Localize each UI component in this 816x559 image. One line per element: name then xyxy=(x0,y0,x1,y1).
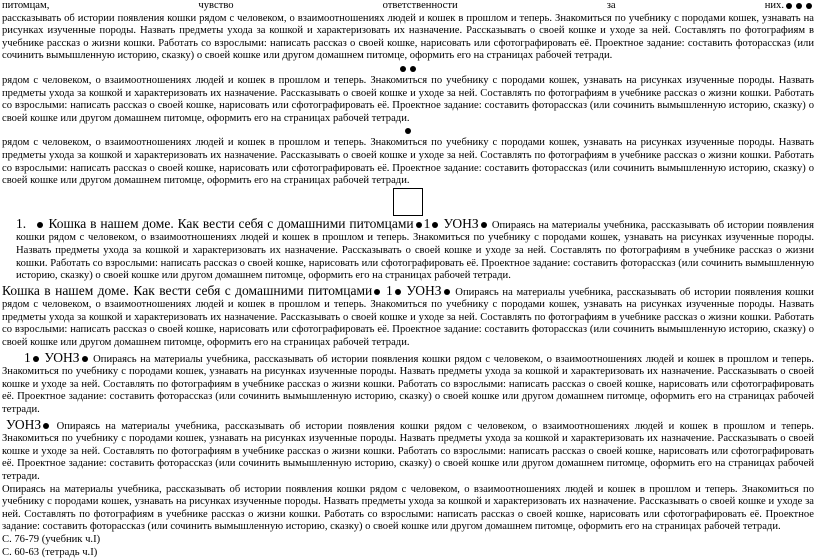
document-page xyxy=(2,0,814,559)
bullet-divider xyxy=(2,125,814,137)
workbook-reference: С. 60-63 (тетрадь ч.I) xyxy=(2,546,98,558)
list-item xyxy=(2,283,814,350)
item-uonz: УОНЗ xyxy=(6,416,42,432)
bullet-icon xyxy=(432,222,438,228)
paragraph: рассказывать об истории появления кошки рядом с человеком, о взаимоотношениях людей и кошек в прошлом и теперь. Знакомиться по учебнику с породами кошек, узнавать на рисунках изученные породы. Назвать предметы ухода за кошкой и характеризовать их назначение. Рассказывать о своей кошке и уходе за ней. Составлять по фотографиям в учебнике рассказ о жизни кошки. Работать со взрослыми: написать рассказ о своей кошке, нарисовать или сфотографировать её. Проектное задание: составить фоторассказ (или сочинить вымышленную историю, сказку) о своей кошке или другом домашнем питомце, оформить его на страницах рабочей тетради. xyxy=(2,12,814,62)
item-num: 1 xyxy=(423,215,431,231)
item-number: 1. xyxy=(16,215,27,231)
bullet-icon xyxy=(400,66,406,72)
bullet-icon xyxy=(37,222,43,228)
bullet-icon xyxy=(374,289,380,295)
list-item xyxy=(2,417,814,484)
bullet-icon xyxy=(481,222,487,228)
header-word: ответственности xyxy=(382,0,458,11)
header-word: питомцам, xyxy=(2,0,50,11)
bullet-icon xyxy=(33,356,39,362)
item-text: Опираясь на материалы учебника, рассказывать об истории появления кошки рядом с человеком, о взаимоотношениях людей и кошек в прошлом и теперь. Знакомиться по учебнику с породами кошек, узнавать на рисунках изученные породы. Назвать предметы ухода за кошкой и характеризовать их назначение. Рассказывать о своей кошке и уходе за ней. Составлять по фотографиям в учебнике рассказ о жизни кошки. Работать со взрослыми: написать рассказ о своей кошке, нарисовать или сфотографировать её. Проектное задание: составить фоторассказ (или сочинить вымышленную историю, сказку) о своей кошке или другом домашнем питомце, оформить его на страницах рабочей тетради. xyxy=(16,219,814,282)
item-uonz: УОНЗ xyxy=(44,349,80,365)
bullet-icon xyxy=(806,3,812,9)
item-text: Опираясь на материалы учебника, рассказывать об истории появления кошки рядом с человеком, о взаимоотношениях людей и кошек в прошлом и теперь. Знакомиться по учебнику с породами кошек, узнавать на рисунках изученные породы. Назвать предметы ухода за кошкой и характеризовать их назначение. Рассказывать о своей кошке и уходе за ней. Составлять по фотографиям в учебнике рассказ о жизни кошки. Работать со взрослыми: написать рассказ о своей кошке, нарисовать или сфотографировать её. Проектное задание: составить фоторассказ (или сочинить вымышленную историю, сказку) о своей кошке или другом домашнем питомце, оформить его на страницах рабочей тетради. xyxy=(2,420,814,482)
list-item xyxy=(2,216,814,283)
header-word: за xyxy=(606,0,616,11)
header-line xyxy=(2,0,814,13)
bullet-icon xyxy=(444,289,450,295)
bullet-icon xyxy=(43,423,49,429)
item-uonz: УОНЗ xyxy=(443,215,479,231)
item-num: 1 xyxy=(24,349,31,365)
item-text: Опираясь на материалы учебника, рассказывать об истории появления кошки рядом с человеком, о взаимоотношениях людей и кошек в прошлом и теперь. Знакомиться по учебнику с породами кошек, узнавать на рисунках изученные породы. Назвать предметы ухода за кошкой и характеризовать их назначение. Рассказывать о своей кошке и уходе за ней. Составлять по фотографиям в учебнике рассказ о жизни кошки. Работать со взрослыми: написать рассказ о своей кошке, нарисовать или сфотографировать её. Проектное задание: составить фоторассказ (или сочинить вымышленную историю, сказку) о своей кошке или другом домашнем питомце, оформить его на страницах рабочей тетради. xyxy=(2,286,814,349)
empty-box xyxy=(393,188,423,216)
bullet-icon xyxy=(82,356,88,362)
item-num: 1 xyxy=(385,282,393,298)
bullet-icon xyxy=(416,222,422,228)
item-text: Опираясь на материалы учебника, рассказывать об истории появления кошки рядом с человеком, о взаимоотношениях людей и кошек в прошлом и теперь. Знакомиться по учебнику с породами кошек, узнавать на рисунках изученные породы. Назвать предметы ухода за кошкой и характеризовать их назначение. Рассказывать о своей кошке и уходе за ней. Составлять по фотографиям в учебнике рассказ о жизни кошки. Работать со взрослыми: написать рассказ о своей кошке, нарисовать или сфотографировать её. Проектное задание: составить фоторассказ (или сочинить вымышленную историю, сказку) о своей кошке или другом домашнем питомце, оформить его на страницах рабочей тетради. xyxy=(2,353,814,416)
bullet-icon xyxy=(796,3,802,9)
paragraph: рядом с человеком, о взаимоотношениях людей и кошек в прошлом и теперь. Знакомиться по учебнику с породами кошек, узнавать на рисунках изученные породы. Назвать предметы ухода за кошкой и характеризовать их назначение. Рассказывать о своей кошке и уходе за ней. Составлять по фотографиям в учебнике рассказ о жизни кошки. Работать со взрослыми: написать рассказ о своей кошке, нарисовать или сфотографировать её. Проектное задание: составить фоторассказ (или сочинить вымышленную историю, сказку) о своей кошке или другом домашнем питомце, оформить его на страницах рабочей тетради. xyxy=(2,74,814,124)
paragraph: рядом с человеком, о взаимоотношениях людей и кошек в прошлом и теперь. Знакомиться по учебнику с породами кошек, узнавать на рисунках изученные породы. Назвать предметы ухода за кошкой и характеризовать их назначение. Рассказывать о своей кошке и уходе за ней. Составлять по фотографиям в учебнике рассказ о жизни кошки. Работать со взрослыми: написать рассказ о своей кошке, нарисовать или сфотографировать её. Проектное задание: составить фоторассказ (или сочинить вымышленную историю, сказку) о своей кошке или другом домашнем питомце, оформить его на страницах рабочей тетради. xyxy=(2,137,814,187)
list-item xyxy=(2,350,814,417)
paragraph: Опираясь на материалы учебника, рассказывать об истории появления кошки рядом с человеком, о взаимоотношениях людей и кошек в прошлом и теперь. Знакомиться по учебнику с породами кошек, узнавать на рисунках изученные породы. Назвать предметы ухода за кошкой и характеризовать их назначение. Рассказывать о своей кошке и уходе за ней. Составлять по фотографиям в учебнике рассказ о жизни кошки. Работать со взрослыми: написать рассказ о своей кошке, нарисовать или сфотографировать её. Проектное задание: составить фоторассказ (или сочинить вымышленную историю, сказку) о своей кошке или другом домашнем питомце, оформить его на страницах рабочей тетради. xyxy=(2,483,814,533)
item-title: Кошка в нашем доме. Как вести себя с домашними питомцами xyxy=(2,282,373,298)
bullet-divider xyxy=(2,63,814,75)
item-title: Кошка в нашем доме. Как вести себя с домашними питомцами xyxy=(48,215,414,231)
bullet-icon xyxy=(410,66,416,72)
bullet-icon xyxy=(405,128,411,134)
item-uonz: УОНЗ xyxy=(406,282,442,298)
bullet-icon xyxy=(395,289,401,295)
bullet-icon xyxy=(786,3,792,9)
textbook-reference: С. 76-79 (учебник ч.I) xyxy=(2,533,101,545)
header-word: чувство xyxy=(198,0,234,11)
header-word-end: них. xyxy=(765,0,814,13)
